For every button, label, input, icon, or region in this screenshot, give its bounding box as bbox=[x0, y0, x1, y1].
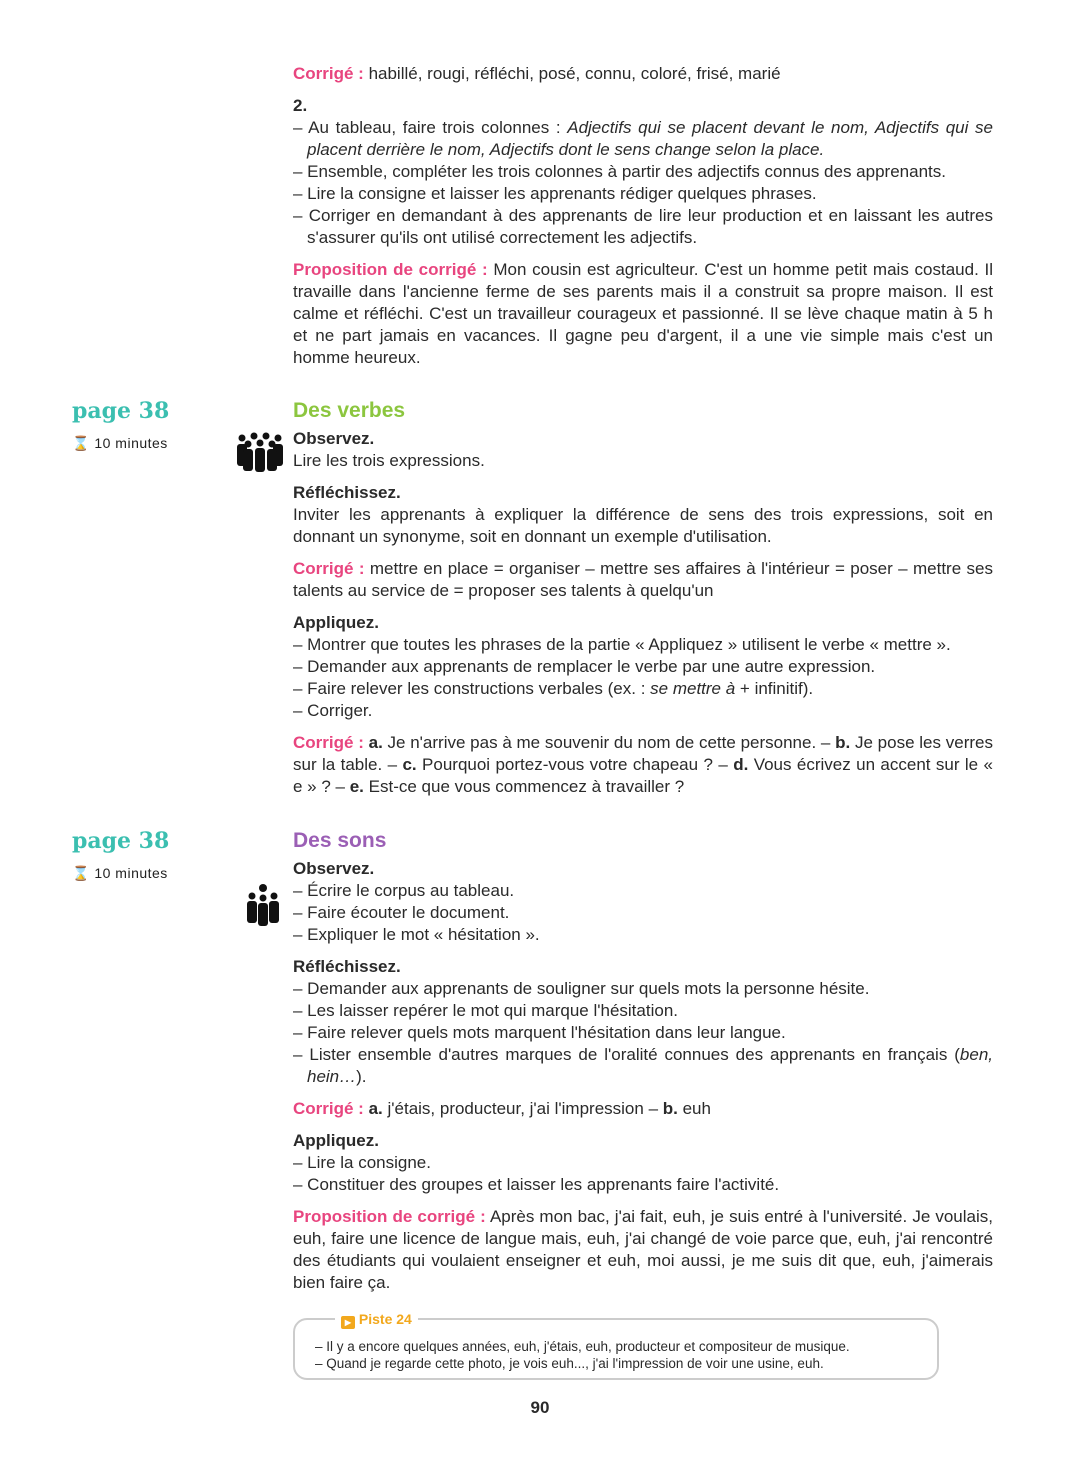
list-item bbox=[293, 678, 993, 700]
list-item: – Lire la consigne et laisser les apprenants rédiger quelques phrases. bbox=[293, 184, 817, 203]
letter: b. bbox=[835, 733, 851, 752]
group-people-icon bbox=[246, 884, 280, 926]
corrige bbox=[293, 732, 993, 798]
text-italic: ben, hein… bbox=[307, 1045, 993, 1086]
text: ). bbox=[356, 1067, 367, 1086]
text: Je pose les verres sur la table. – bbox=[293, 733, 993, 774]
text: euh bbox=[677, 1099, 711, 1118]
list-item: – Demander aux apprenants de souligner sur quels mots la personne hésite. bbox=[293, 979, 870, 998]
text: Est-ce que vous commencez à travailler ? bbox=[363, 777, 685, 796]
list-item: – Constituer des groupes et laisser les apprenants faire l'activité. bbox=[293, 1175, 780, 1194]
section-title: Des sons bbox=[293, 829, 387, 852]
corrige-label: Corrigé : bbox=[293, 64, 364, 83]
subheading: Réfléchissez. bbox=[293, 957, 401, 976]
corrige bbox=[293, 63, 993, 85]
text-italic: Adjectifs qui se placent devant le nom, Adjectifs qui se placent derrière le nom, Adjectifs dont le sens change selon la place. bbox=[307, 118, 994, 159]
list-item bbox=[293, 1044, 993, 1088]
list-item: – Montrer que toutes les phrases de la partie « Appliquez » utilisent le verbe « mettre ». bbox=[293, 635, 951, 654]
corrige-label: Corrigé : bbox=[293, 733, 364, 752]
text: Pourquoi portez-vous votre chapeau ? – bbox=[416, 755, 734, 774]
list-item: – Demander aux apprenants de remplacer le verbe par une autre expression. bbox=[293, 657, 876, 676]
proposition-label: Proposition de corrigé : bbox=[293, 260, 488, 279]
subheading: Observez. bbox=[293, 859, 375, 878]
verbes-sidebar bbox=[72, 400, 169, 454]
letter: c. bbox=[402, 755, 417, 774]
text: + infinitif). bbox=[735, 679, 814, 698]
top-section bbox=[293, 63, 993, 379]
text: Je n'arrive pas à me souvenir du nom de cette personne. – bbox=[382, 733, 836, 752]
list-item: – Faire écouter le document. bbox=[293, 903, 510, 922]
letter: b. bbox=[662, 1099, 678, 1118]
corrige bbox=[293, 558, 993, 602]
paragraph: Lire les trois expressions. bbox=[293, 451, 485, 470]
piste-title: Piste 24 bbox=[358, 1311, 412, 1327]
paragraph: Inviter les apprenants à expliquer la différence de sens des trois expressions, soit en donnant un synonyme, soit en donnant un exemple d'utilisation. bbox=[293, 505, 993, 546]
sons-section bbox=[293, 830, 993, 1304]
duration bbox=[72, 862, 169, 884]
list-item: – Ensemble, compléter les trois colonnes à partir des adjectifs connus des apprenants. bbox=[293, 162, 946, 181]
list-item: – Faire relever quels mots marquent l'hésitation dans leur langue. bbox=[293, 1023, 786, 1042]
page-ref: page 38 bbox=[72, 828, 170, 854]
letter: e. bbox=[349, 777, 364, 796]
duration-text: 10 minutes bbox=[94, 865, 168, 881]
subheading: Observez. bbox=[293, 429, 375, 448]
proposition bbox=[293, 259, 993, 369]
sons-sidebar bbox=[72, 830, 169, 884]
list-item: – Écrire le corpus au tableau. bbox=[293, 881, 515, 900]
verbes-section bbox=[293, 400, 993, 808]
subheading: Réfléchissez. bbox=[293, 483, 401, 502]
page-ref: page 38 bbox=[72, 398, 170, 424]
list-item: – Corriger. bbox=[293, 701, 373, 720]
list-item bbox=[293, 117, 993, 161]
list-item: – Corriger en demandant à des apprenants de lire leur production et en laissant les autres s'assurer qu'ils ont utilisé correctement les adjectifs. bbox=[293, 206, 993, 247]
letter: d. bbox=[733, 755, 749, 774]
proposition-label: Proposition de corrigé : bbox=[293, 1207, 486, 1226]
transcript-line: – Il y a encore quelques années, euh, j'étais, euh, producteur et compositeur de musique. bbox=[315, 1339, 850, 1354]
group-people-icon bbox=[236, 432, 284, 472]
transcript-line: – Quand je regarde cette photo, je vois euh..., j'ai l'impression de voir une usine, euh. bbox=[315, 1356, 824, 1371]
corrige-label: Corrigé : bbox=[293, 559, 365, 578]
letter: a. bbox=[368, 733, 383, 752]
list-item: – Les laisser repérer le mot qui marque l'hésitation. bbox=[293, 1001, 678, 1020]
text-italic: se mettre à bbox=[650, 679, 736, 698]
hourglass-icon: ⌛ bbox=[72, 865, 90, 881]
hourglass-icon: ⌛ bbox=[72, 435, 90, 451]
list-item: – Lire la consigne. bbox=[293, 1153, 431, 1172]
subheading: Appliquez. bbox=[293, 1131, 379, 1150]
subheading: Appliquez. bbox=[293, 613, 379, 632]
corrige bbox=[293, 1098, 993, 1120]
section-title: Des verbes bbox=[293, 399, 406, 422]
item-number: 2. bbox=[293, 96, 308, 115]
corrige-text: habillé, rougi, réfléchi, posé, connu, coloré, frisé, marié bbox=[363, 64, 781, 83]
corrige-text: mettre en place = organiser – mettre ses affaires à l'intérieur = poser – mettre ses talents au service de = proposer ses talents à quelqu'un bbox=[293, 559, 994, 600]
duration bbox=[72, 432, 169, 454]
proposition-text: Après mon bac, j'ai fait, euh, je suis entré à l'université. Je voulais, euh, faire une licence de langue mais, euh, j'ai changé de voie parce que, euh, j'ai rencontré des étudiants qui voulaient enseigner et euh, moi aussi, je me suis dit que, euh, j'aimerais bien faire ça. bbox=[293, 1207, 993, 1292]
text: j'étais, producteur, j'ai l'impression – bbox=[382, 1099, 663, 1118]
letter: a. bbox=[368, 1099, 383, 1118]
list-item: – Expliquer le mot « hésitation ». bbox=[293, 925, 540, 944]
page-number: 90 bbox=[530, 1398, 550, 1417]
corrige-label: Corrigé : bbox=[293, 1099, 364, 1118]
proposition bbox=[293, 1206, 993, 1294]
play-icon[interactable]: ▶ bbox=[341, 1316, 355, 1329]
text: Vous écrivez un accent sur le « e » ? – bbox=[293, 755, 993, 796]
text: – Faire relever les constructions verbales (ex. : bbox=[293, 679, 651, 698]
text: – Au tableau, faire trois colonnes : bbox=[293, 118, 568, 137]
duration-text: 10 minutes bbox=[94, 435, 168, 451]
proposition-text: Mon cousin est agriculteur. C'est un homme petit mais costaud. Il travaille dans l'ancienne ferme de ses parents mais il a construit sa propre maison. Il est calme et réfléchi. C'est un travailleur courageux et passionné. Il se lève chaque matin à 5 h et ne part jamais en vacances. Il gagne peu d'argent, il a une vie simple mais c'est un homme heureux. bbox=[293, 260, 993, 367]
piste-label[interactable] bbox=[335, 1311, 418, 1329]
text: – Lister ensemble d'autres marques de l'oralité connues des apprenants en français ( bbox=[293, 1045, 960, 1064]
audio-transcript-box bbox=[293, 1311, 939, 1380]
